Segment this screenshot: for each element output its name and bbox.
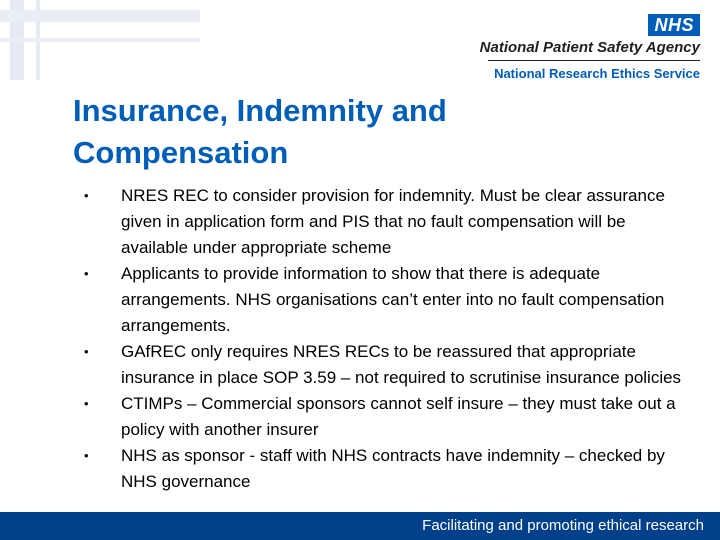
bullet-dot: • <box>84 266 89 281</box>
bullet-item <box>0 391 691 443</box>
footer-bar <box>0 512 720 540</box>
bullet-text: GAfREC only requires NRES RECs to be reassured that appropriate insurance in place SOP 3.59 – not required to scrutinise insurance policies <box>121 342 682 387</box>
bullet-text: NRES REC to consider provision for indemnity. Must be clear assurance given in application form and PIS that no fault compensation will be available under appropriate scheme <box>121 186 665 257</box>
nhs-badge: NHS <box>648 14 700 36</box>
nhs-logo <box>460 14 700 84</box>
logo-divider <box>488 60 700 61</box>
bullet-item <box>0 443 691 495</box>
bullet-text: NHS as sponsor - staff with NHS contracts have indemnity – checked by NHS governance <box>121 446 665 491</box>
title-line-1: Insurance, Indemnity and <box>73 93 447 128</box>
bullet-text: CTIMPs – Commercial sponsors cannot self insure – they must take out a policy with another insurer <box>121 394 676 439</box>
bullet-dot: • <box>84 344 89 359</box>
bullet-text: Applicants to provide information to show that there is adequate arrangements. NHS organisations can’t enter into no fault compensation arrangements. <box>121 264 665 335</box>
bullet-item <box>0 261 691 339</box>
slide-title <box>73 90 633 174</box>
bullet-item <box>0 339 691 391</box>
bullet-dot: • <box>84 396 89 411</box>
bullet-dot: • <box>84 448 89 463</box>
footer-tagline: Facilitating and promoting ethical research <box>422 517 704 534</box>
title-line-2: Compensation <box>73 135 289 170</box>
bullet-list <box>0 183 720 495</box>
bullet-dot: • <box>84 188 89 203</box>
decorative-cross-lines <box>0 0 200 80</box>
agency-name: National Patient Safety Agency <box>479 39 700 56</box>
service-name: National Research Ethics Service <box>494 66 700 81</box>
bullet-item <box>0 183 691 261</box>
